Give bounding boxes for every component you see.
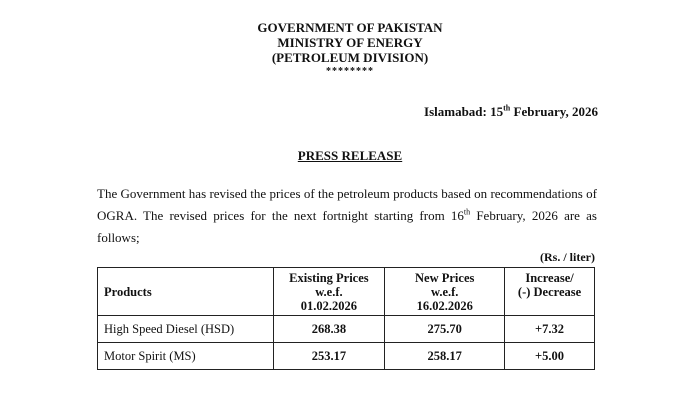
header-products: Products	[98, 268, 274, 316]
ministry-heading: MINISTRY OF ENERGY	[277, 35, 423, 50]
unit-label: (Rs. / liter)	[540, 250, 595, 264]
new-price: 275.70	[385, 316, 505, 343]
price-change: +5.00	[505, 343, 595, 370]
new-price: 258.17	[385, 343, 505, 370]
table-row	[98, 343, 595, 370]
existing-price: 268.38	[273, 316, 385, 343]
price-table	[97, 267, 595, 370]
existing-price: 253.17	[273, 343, 385, 370]
header-new-prices: New Prices w.e.f. 16.02.2026	[385, 268, 505, 316]
product-name: High Speed Diesel (HSD)	[98, 316, 274, 343]
product-name: Motor Spirit (MS)	[98, 343, 274, 370]
stars-separator: ********	[326, 66, 374, 77]
division-heading: (PETROLEUM DIVISION)	[271, 50, 429, 65]
header-existing-prices: Existing Prices w.e.f. 01.02.2026	[273, 268, 385, 316]
press-release-title: PRESS RELEASE	[297, 148, 403, 163]
government-heading: GOVERNMENT OF PAKISTAN	[257, 20, 443, 35]
header-change: Increase/ (-) Decrease	[505, 268, 595, 316]
price-change: +7.32	[505, 316, 595, 343]
dateline: Islamabad: 15th February, 2026	[424, 103, 598, 119]
table-header-row	[98, 268, 595, 316]
table-row	[98, 316, 595, 343]
body-paragraph: The Government has revised the prices of the petroleum products based on recommendations of OGRA. The revised prices for the next fortnight starting from 16th February, 2026 are as follows;	[97, 186, 597, 245]
